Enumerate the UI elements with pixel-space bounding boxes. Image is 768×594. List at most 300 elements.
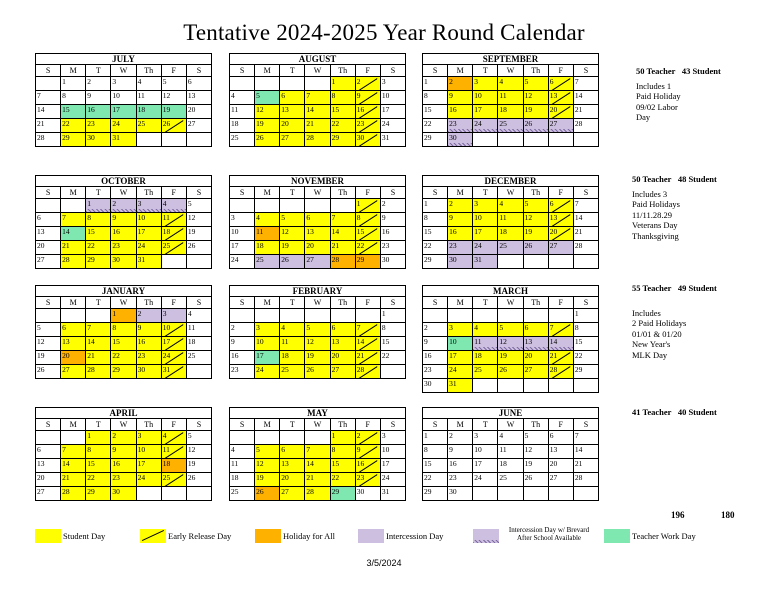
day-cell: 10 xyxy=(473,445,498,459)
day-cell: 7 xyxy=(573,77,598,91)
day-cell: 18 xyxy=(280,351,305,365)
day-cell: 5 xyxy=(523,199,548,213)
day-cell: 4 xyxy=(136,77,161,91)
day-cell: 6 xyxy=(280,445,305,459)
weekday-label: T xyxy=(473,297,498,309)
empty-cell xyxy=(36,309,61,323)
weekday-label: S xyxy=(186,419,211,431)
day-cell: 25 xyxy=(255,255,280,269)
day-cell: 13 xyxy=(280,105,305,119)
day-cell: 12 xyxy=(186,213,211,227)
day-cell: 20 xyxy=(280,119,305,133)
month-table xyxy=(35,64,212,147)
day-cell: 26 xyxy=(305,365,330,379)
day-cell: 1 xyxy=(330,431,355,445)
weekday-label: M xyxy=(448,65,473,77)
empty-cell xyxy=(473,487,498,501)
day-cell: 19 xyxy=(523,459,548,473)
day-cell: 28 xyxy=(548,365,573,379)
day-cell: 11 xyxy=(230,459,255,473)
day-cell: 23 xyxy=(448,119,473,133)
empty-cell xyxy=(186,255,211,269)
day-cell: 17 xyxy=(111,105,136,119)
month-table xyxy=(35,186,212,269)
weekday-header xyxy=(230,419,406,431)
week-row xyxy=(230,241,406,255)
legend-label: Intercession Day xyxy=(386,531,444,541)
legend-swatch xyxy=(35,529,61,543)
day-cell: 5 xyxy=(186,431,211,445)
day-cell: 23 xyxy=(448,241,473,255)
day-cell: 4 xyxy=(161,431,186,445)
legend-label: Teacher Work Day xyxy=(632,531,696,541)
day-cell: 13 xyxy=(523,337,548,351)
empty-cell xyxy=(498,133,523,147)
month-september xyxy=(422,53,599,147)
day-cell: 30 xyxy=(380,255,405,269)
weekday-header xyxy=(36,187,212,199)
weekday-label: S xyxy=(573,187,598,199)
day-cell: 7 xyxy=(355,323,380,337)
day-cell: 25 xyxy=(498,119,523,133)
day-cell: 24 xyxy=(473,241,498,255)
day-cell: 26 xyxy=(523,119,548,133)
day-cell: 23 xyxy=(448,473,473,487)
week-row xyxy=(36,91,212,105)
empty-cell xyxy=(255,431,280,445)
day-cell: 26 xyxy=(255,487,280,501)
weekday-label: S xyxy=(423,419,448,431)
quarter-counts xyxy=(632,407,717,418)
month-november xyxy=(229,175,406,269)
day-cell: 9 xyxy=(230,337,255,351)
day-cell: 17 xyxy=(230,241,255,255)
weekday-label: T xyxy=(86,297,111,309)
week-row xyxy=(423,213,599,227)
empty-cell xyxy=(230,199,255,213)
week-row xyxy=(36,241,212,255)
day-cell: 3 xyxy=(230,213,255,227)
day-cell: 26 xyxy=(523,241,548,255)
weekday-label: Th xyxy=(523,419,548,431)
day-cell: 25 xyxy=(473,365,498,379)
teacher-count: 50 Teacher xyxy=(636,66,676,76)
weekday-label: Th xyxy=(136,419,161,431)
month-october xyxy=(35,175,212,269)
day-cell: 13 xyxy=(548,91,573,105)
day-cell: 24 xyxy=(136,473,161,487)
weekday-label: T xyxy=(473,419,498,431)
weekday-label: F xyxy=(548,419,573,431)
day-cell: 22 xyxy=(61,119,86,133)
day-cell: 17 xyxy=(380,459,405,473)
teacher-count: 55 Teacher xyxy=(632,283,672,293)
day-cell: 4 xyxy=(161,199,186,213)
day-cell: 22 xyxy=(573,351,598,365)
empty-cell xyxy=(61,431,86,445)
weekday-label: F xyxy=(161,65,186,77)
month-table xyxy=(229,64,406,147)
day-cell: 1 xyxy=(111,309,136,323)
day-cell: 29 xyxy=(330,487,355,501)
day-cell: 22 xyxy=(423,473,448,487)
day-cell: 19 xyxy=(36,351,61,365)
month-table xyxy=(422,418,599,501)
month-table xyxy=(35,418,212,501)
month-name: JULY xyxy=(35,53,212,64)
week-row xyxy=(36,351,212,365)
week-row xyxy=(423,241,599,255)
week-row xyxy=(423,105,599,119)
weekday-label: Th xyxy=(523,297,548,309)
weekday-label: T xyxy=(86,65,111,77)
weekday-label: T xyxy=(473,187,498,199)
day-cell: 19 xyxy=(186,227,211,241)
weekday-label: F xyxy=(355,187,380,199)
student-count: 40 Student xyxy=(677,407,717,417)
month-april xyxy=(35,407,212,501)
empty-cell xyxy=(305,199,330,213)
month-august xyxy=(229,53,406,147)
weekday-label: M xyxy=(255,187,280,199)
weekday-header xyxy=(230,297,406,309)
student-count: 48 Student xyxy=(677,174,717,184)
day-cell: 20 xyxy=(548,227,573,241)
day-cell: 3 xyxy=(380,431,405,445)
week-row xyxy=(230,473,406,487)
day-cell: 23 xyxy=(355,473,380,487)
day-cell: 22 xyxy=(86,473,111,487)
weekday-label: S xyxy=(423,297,448,309)
legend-swatch xyxy=(473,529,499,543)
day-cell: 27 xyxy=(186,119,211,133)
day-cell: 16 xyxy=(86,105,111,119)
day-cell: 27 xyxy=(548,119,573,133)
day-cell: 15 xyxy=(380,337,405,351)
day-cell: 10 xyxy=(380,445,405,459)
day-cell: 21 xyxy=(305,119,330,133)
week-row xyxy=(230,199,406,213)
note-line: Includes 1 xyxy=(636,80,672,91)
weekday-label: Th xyxy=(523,187,548,199)
day-cell: 13 xyxy=(548,445,573,459)
week-row xyxy=(423,379,599,393)
day-cell: 27 xyxy=(305,255,330,269)
quarter-summary-3 xyxy=(632,283,722,360)
day-cell: 11 xyxy=(136,91,161,105)
day-cell: 22 xyxy=(355,241,380,255)
month-table xyxy=(422,186,599,269)
week-row xyxy=(423,255,599,269)
day-cell: 22 xyxy=(86,241,111,255)
weekday-label: S xyxy=(380,419,405,431)
total-student-days: 180 xyxy=(721,510,735,520)
day-cell: 4 xyxy=(498,431,523,445)
day-cell: 10 xyxy=(230,227,255,241)
week-row xyxy=(230,365,406,379)
day-cell: 31 xyxy=(380,133,405,147)
weekday-label: F xyxy=(161,419,186,431)
weekday-label: S xyxy=(36,419,61,431)
week-row xyxy=(36,431,212,445)
empty-cell xyxy=(330,199,355,213)
day-cell: 11 xyxy=(473,337,498,351)
weekday-header xyxy=(36,419,212,431)
day-cell: 4 xyxy=(498,199,523,213)
day-cell: 2 xyxy=(230,323,255,337)
legend-label: Holiday for All xyxy=(283,531,335,541)
day-cell: 11 xyxy=(280,337,305,351)
day-cell: 18 xyxy=(161,227,186,241)
empty-cell xyxy=(523,487,548,501)
day-cell: 5 xyxy=(523,77,548,91)
day-cell: 2 xyxy=(111,431,136,445)
day-cell: 25 xyxy=(186,351,211,365)
weekday-label: W xyxy=(305,419,330,431)
day-cell: 14 xyxy=(573,213,598,227)
weekday-label: Th xyxy=(330,187,355,199)
day-cell: 8 xyxy=(61,91,86,105)
empty-cell xyxy=(448,309,473,323)
day-cell: 22 xyxy=(111,351,136,365)
day-cell: 9 xyxy=(111,213,136,227)
day-cell: 9 xyxy=(86,91,111,105)
day-cell: 18 xyxy=(230,473,255,487)
day-cell: 14 xyxy=(36,105,61,119)
day-cell: 2 xyxy=(448,431,473,445)
empty-cell xyxy=(305,77,330,91)
teacher-count: 50 Teacher xyxy=(632,174,672,184)
total-teacher-days: 196 xyxy=(671,510,685,520)
empty-cell xyxy=(36,431,61,445)
week-row xyxy=(36,473,212,487)
day-cell: 30 xyxy=(111,487,136,501)
day-cell: 10 xyxy=(380,91,405,105)
week-row xyxy=(423,309,599,323)
day-cell: 13 xyxy=(61,337,86,351)
day-cell: 21 xyxy=(86,351,111,365)
quarter-counts xyxy=(632,283,722,294)
day-cell: 7 xyxy=(36,91,61,105)
day-cell: 8 xyxy=(423,445,448,459)
day-cell: 21 xyxy=(355,351,380,365)
month-june xyxy=(422,407,599,501)
day-cell: 9 xyxy=(448,445,473,459)
day-cell: 28 xyxy=(36,133,61,147)
weekday-label: S xyxy=(186,297,211,309)
month-name: NOVEMBER xyxy=(229,175,406,186)
day-cell: 26 xyxy=(36,365,61,379)
week-row xyxy=(423,431,599,445)
day-cell: 17 xyxy=(255,351,280,365)
empty-cell xyxy=(573,255,598,269)
day-cell: 16 xyxy=(448,227,473,241)
day-cell: 6 xyxy=(36,213,61,227)
day-cell: 31 xyxy=(111,133,136,147)
day-cell: 31 xyxy=(448,379,473,393)
day-cell: 8 xyxy=(423,213,448,227)
day-cell: 24 xyxy=(448,365,473,379)
day-cell: 16 xyxy=(111,227,136,241)
month-table xyxy=(229,296,406,379)
day-cell: 16 xyxy=(111,459,136,473)
note-line: Includes xyxy=(632,307,661,318)
week-row xyxy=(230,133,406,147)
day-cell: 25 xyxy=(161,241,186,255)
day-cell: 2 xyxy=(448,77,473,91)
weekday-label: M xyxy=(61,65,86,77)
weekday-label: M xyxy=(255,297,280,309)
day-cell: 23 xyxy=(136,351,161,365)
week-row xyxy=(230,487,406,501)
weekday-label: S xyxy=(186,65,211,77)
weekday-label: W xyxy=(305,65,330,77)
day-cell: 30 xyxy=(136,365,161,379)
day-cell: 20 xyxy=(36,473,61,487)
weekday-header xyxy=(230,187,406,199)
day-cell: 17 xyxy=(136,227,161,241)
week-row xyxy=(36,309,212,323)
weekday-label: T xyxy=(473,65,498,77)
day-cell: 8 xyxy=(86,213,111,227)
day-cell: 30 xyxy=(448,487,473,501)
day-cell: 29 xyxy=(423,255,448,269)
weekday-label: W xyxy=(111,187,136,199)
day-cell: 24 xyxy=(255,365,280,379)
weekday-label: S xyxy=(380,187,405,199)
note-line: Day xyxy=(636,112,651,122)
day-cell: 20 xyxy=(280,473,305,487)
week-row xyxy=(36,119,212,133)
day-cell: 14 xyxy=(86,337,111,351)
day-cell: 6 xyxy=(523,323,548,337)
day-cell: 29 xyxy=(423,133,448,147)
day-cell: 26 xyxy=(255,133,280,147)
day-cell: 21 xyxy=(548,351,573,365)
day-cell: 8 xyxy=(355,213,380,227)
week-row xyxy=(230,309,406,323)
empty-cell xyxy=(523,379,548,393)
month-name: AUGUST xyxy=(229,53,406,64)
quarter-summary-4 xyxy=(632,407,717,418)
day-cell: 28 xyxy=(61,255,86,269)
day-cell: 5 xyxy=(305,323,330,337)
weekday-label: W xyxy=(498,65,523,77)
empty-cell xyxy=(230,431,255,445)
day-cell: 27 xyxy=(36,487,61,501)
day-cell: 3 xyxy=(136,431,161,445)
legend-swatch xyxy=(140,529,166,543)
weekday-label: S xyxy=(230,297,255,309)
month-january xyxy=(35,285,212,379)
weekday-label: W xyxy=(498,297,523,309)
empty-cell xyxy=(473,379,498,393)
day-cell: 21 xyxy=(305,473,330,487)
week-row xyxy=(230,323,406,337)
week-row xyxy=(423,445,599,459)
day-cell: 30 xyxy=(448,133,473,147)
day-cell: 14 xyxy=(305,459,330,473)
weekday-label: S xyxy=(36,297,61,309)
day-cell: 19 xyxy=(498,351,523,365)
weekday-label: S xyxy=(230,187,255,199)
day-cell: 18 xyxy=(473,351,498,365)
day-cell: 15 xyxy=(423,227,448,241)
legend-label: Early Release Day xyxy=(168,531,232,541)
day-cell: 30 xyxy=(448,255,473,269)
day-cell: 10 xyxy=(255,337,280,351)
weekday-header xyxy=(423,65,599,77)
weekday-label: F xyxy=(548,65,573,77)
quarter-note xyxy=(632,189,722,242)
day-cell: 28 xyxy=(355,365,380,379)
day-cell: 9 xyxy=(380,213,405,227)
day-cell: 17 xyxy=(380,105,405,119)
day-cell: 15 xyxy=(355,227,380,241)
day-cell: 23 xyxy=(423,365,448,379)
day-cell: 31 xyxy=(380,487,405,501)
note-line: MLK Day xyxy=(632,349,668,360)
note-line: Includes 3 xyxy=(632,188,668,199)
weekday-label: S xyxy=(380,65,405,77)
day-cell: 8 xyxy=(330,91,355,105)
week-row xyxy=(423,365,599,379)
month-name: MAY xyxy=(229,407,406,418)
week-row xyxy=(423,119,599,133)
day-cell: 6 xyxy=(305,213,330,227)
weekday-label: Th xyxy=(330,65,355,77)
month-name: MARCH xyxy=(422,285,599,296)
day-cell: 25 xyxy=(498,241,523,255)
day-cell: 23 xyxy=(355,119,380,133)
day-cell: 2 xyxy=(448,199,473,213)
day-cell: 24 xyxy=(473,473,498,487)
day-cell: 14 xyxy=(330,227,355,241)
day-cell: 2 xyxy=(355,431,380,445)
day-cell: 22 xyxy=(330,119,355,133)
day-cell: 7 xyxy=(573,199,598,213)
day-cell: 14 xyxy=(61,227,86,241)
day-cell: 3 xyxy=(473,431,498,445)
weekday-label: W xyxy=(498,419,523,431)
weekday-label: F xyxy=(355,65,380,77)
day-cell: 13 xyxy=(36,227,61,241)
day-cell: 22 xyxy=(330,473,355,487)
day-cell: 29 xyxy=(573,365,598,379)
empty-cell xyxy=(548,255,573,269)
day-cell: 15 xyxy=(111,337,136,351)
note-line: New Year's xyxy=(632,339,671,349)
quarter-counts xyxy=(636,66,726,77)
day-cell: 2 xyxy=(86,77,111,91)
empty-cell xyxy=(473,133,498,147)
week-row xyxy=(230,77,406,91)
day-cell: 4 xyxy=(498,77,523,91)
day-cell: 14 xyxy=(61,459,86,473)
day-cell: 12 xyxy=(186,445,211,459)
empty-cell xyxy=(548,309,573,323)
weekday-label: S xyxy=(573,65,598,77)
empty-cell xyxy=(523,133,548,147)
empty-cell xyxy=(161,487,186,501)
day-cell: 1 xyxy=(423,77,448,91)
day-cell: 2 xyxy=(423,323,448,337)
day-cell: 3 xyxy=(255,323,280,337)
day-cell: 13 xyxy=(330,337,355,351)
weekday-label: S xyxy=(573,419,598,431)
empty-cell xyxy=(61,199,86,213)
weekday-header xyxy=(36,297,212,309)
